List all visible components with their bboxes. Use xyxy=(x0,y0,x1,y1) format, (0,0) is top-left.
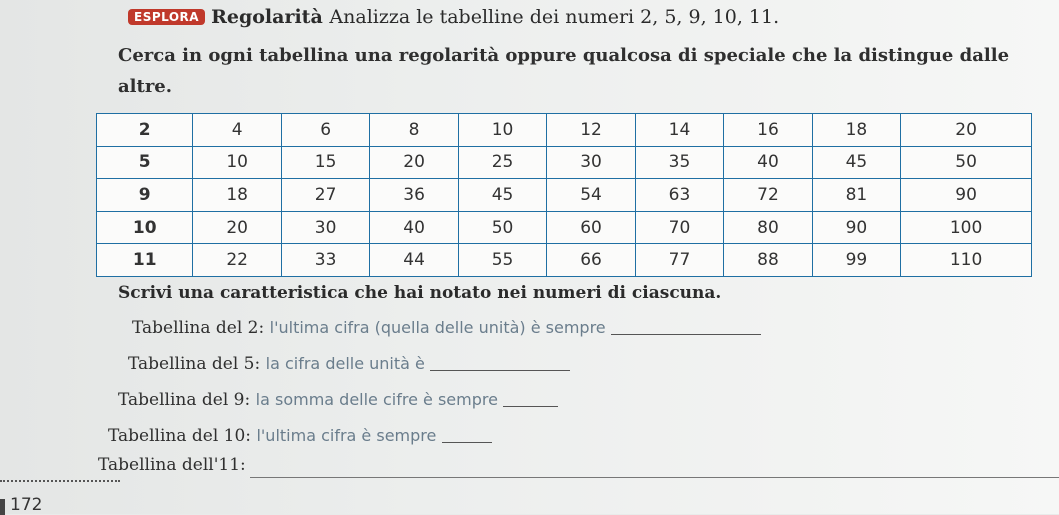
question-label: Tabellina del 2: xyxy=(132,318,265,338)
table-cell: 27 xyxy=(281,179,369,212)
table-cell: 18 xyxy=(812,114,900,147)
row-head-cell: 9 xyxy=(97,179,193,212)
table-cell: 90 xyxy=(901,179,1032,212)
page-marker xyxy=(0,499,5,515)
question-row-9 xyxy=(118,390,558,410)
table-cell: 60 xyxy=(547,211,635,244)
table-row xyxy=(97,179,1032,212)
question-row-10 xyxy=(108,426,492,446)
table-cell: 20 xyxy=(370,146,458,179)
question-row-11 xyxy=(98,455,246,475)
table-cell: 30 xyxy=(281,211,369,244)
table-row xyxy=(97,244,1032,277)
table-cell: 16 xyxy=(724,114,812,147)
table-row xyxy=(97,146,1032,179)
table-cell: 45 xyxy=(458,179,546,212)
table-cell: 70 xyxy=(635,211,723,244)
table-cell: 63 xyxy=(635,179,723,212)
table-cell: 30 xyxy=(547,146,635,179)
table-cell: 36 xyxy=(370,179,458,212)
row-head-cell: 11 xyxy=(97,244,193,277)
table-cell: 40 xyxy=(370,211,458,244)
answer-blank[interactable] xyxy=(503,392,558,407)
table-cell: 15 xyxy=(281,146,369,179)
row-head-cell: 2 xyxy=(97,114,193,147)
table-cell: 22 xyxy=(193,244,281,277)
exercise-title: Regolarità xyxy=(211,6,323,28)
table-cell: 81 xyxy=(812,179,900,212)
dotted-divider xyxy=(0,480,120,482)
writing-prompt: Scrivi una caratteristica che hai notato nei numeri di ciascuna. xyxy=(118,283,722,303)
table-cell: 90 xyxy=(812,211,900,244)
question-answer-text: l'ultima cifra (quella delle unità) è sempre xyxy=(269,318,606,337)
question-row-5 xyxy=(128,354,570,374)
exercise-header xyxy=(128,6,1048,28)
table-cell: 100 xyxy=(901,211,1032,244)
exercise-subtitle: Analizza le tabelline dei numeri 2, 5, 9, 10, 11. xyxy=(329,6,780,28)
page-number xyxy=(0,495,42,515)
table-cell: 40 xyxy=(724,146,812,179)
answer-blank[interactable] xyxy=(430,356,570,371)
answer-line-11[interactable] xyxy=(250,477,1059,478)
table-row xyxy=(97,211,1032,244)
table-cell: 6 xyxy=(281,114,369,147)
table-cell: 4 xyxy=(193,114,281,147)
row-head-cell: 10 xyxy=(97,211,193,244)
table-cell: 20 xyxy=(901,114,1032,147)
table-cell: 25 xyxy=(458,146,546,179)
table-cell: 99 xyxy=(812,244,900,277)
table-cell: 33 xyxy=(281,244,369,277)
question-label: Tabellina del 5: xyxy=(128,354,261,374)
multiplication-table xyxy=(96,113,1032,277)
table-cell: 44 xyxy=(370,244,458,277)
table-cell: 80 xyxy=(724,211,812,244)
esplora-badge: ESPLORA xyxy=(128,9,205,25)
table-cell: 66 xyxy=(547,244,635,277)
table-cell: 54 xyxy=(547,179,635,212)
table-cell: 10 xyxy=(458,114,546,147)
table-cell: 10 xyxy=(193,146,281,179)
table-cell: 50 xyxy=(901,146,1032,179)
table-cell: 14 xyxy=(635,114,723,147)
table-cell: 45 xyxy=(812,146,900,179)
table-cell: 72 xyxy=(724,179,812,212)
question-answer-text: la somma delle cifre è sempre xyxy=(255,390,498,409)
question-answer-text: l'ultima cifra è sempre xyxy=(256,426,437,445)
table-cell: 35 xyxy=(635,146,723,179)
table-cell: 8 xyxy=(370,114,458,147)
table-cell: 77 xyxy=(635,244,723,277)
table-cell: 110 xyxy=(901,244,1032,277)
table-cell: 88 xyxy=(724,244,812,277)
table-cell: 55 xyxy=(458,244,546,277)
table-cell: 12 xyxy=(547,114,635,147)
question-label: Tabellina dell'11: xyxy=(98,455,246,475)
table-row xyxy=(97,114,1032,147)
table-cell: 18 xyxy=(193,179,281,212)
table-cell: 20 xyxy=(193,211,281,244)
table-cell: 50 xyxy=(458,211,546,244)
question-answer-text: la cifra delle unità è xyxy=(265,354,425,373)
answer-blank[interactable] xyxy=(442,428,492,443)
question-label: Tabellina del 10: xyxy=(108,426,252,446)
row-head-cell: 5 xyxy=(97,146,193,179)
answer-blank[interactable] xyxy=(611,320,761,335)
exercise-instructions: Cerca in ogni tabellina una regolarità oppure qualcosa di speciale che la distingue dalle altre. xyxy=(118,45,1010,97)
question-row-2 xyxy=(132,318,761,338)
question-label: Tabellina del 9: xyxy=(118,390,251,410)
page-number-text: 172 xyxy=(10,495,43,515)
